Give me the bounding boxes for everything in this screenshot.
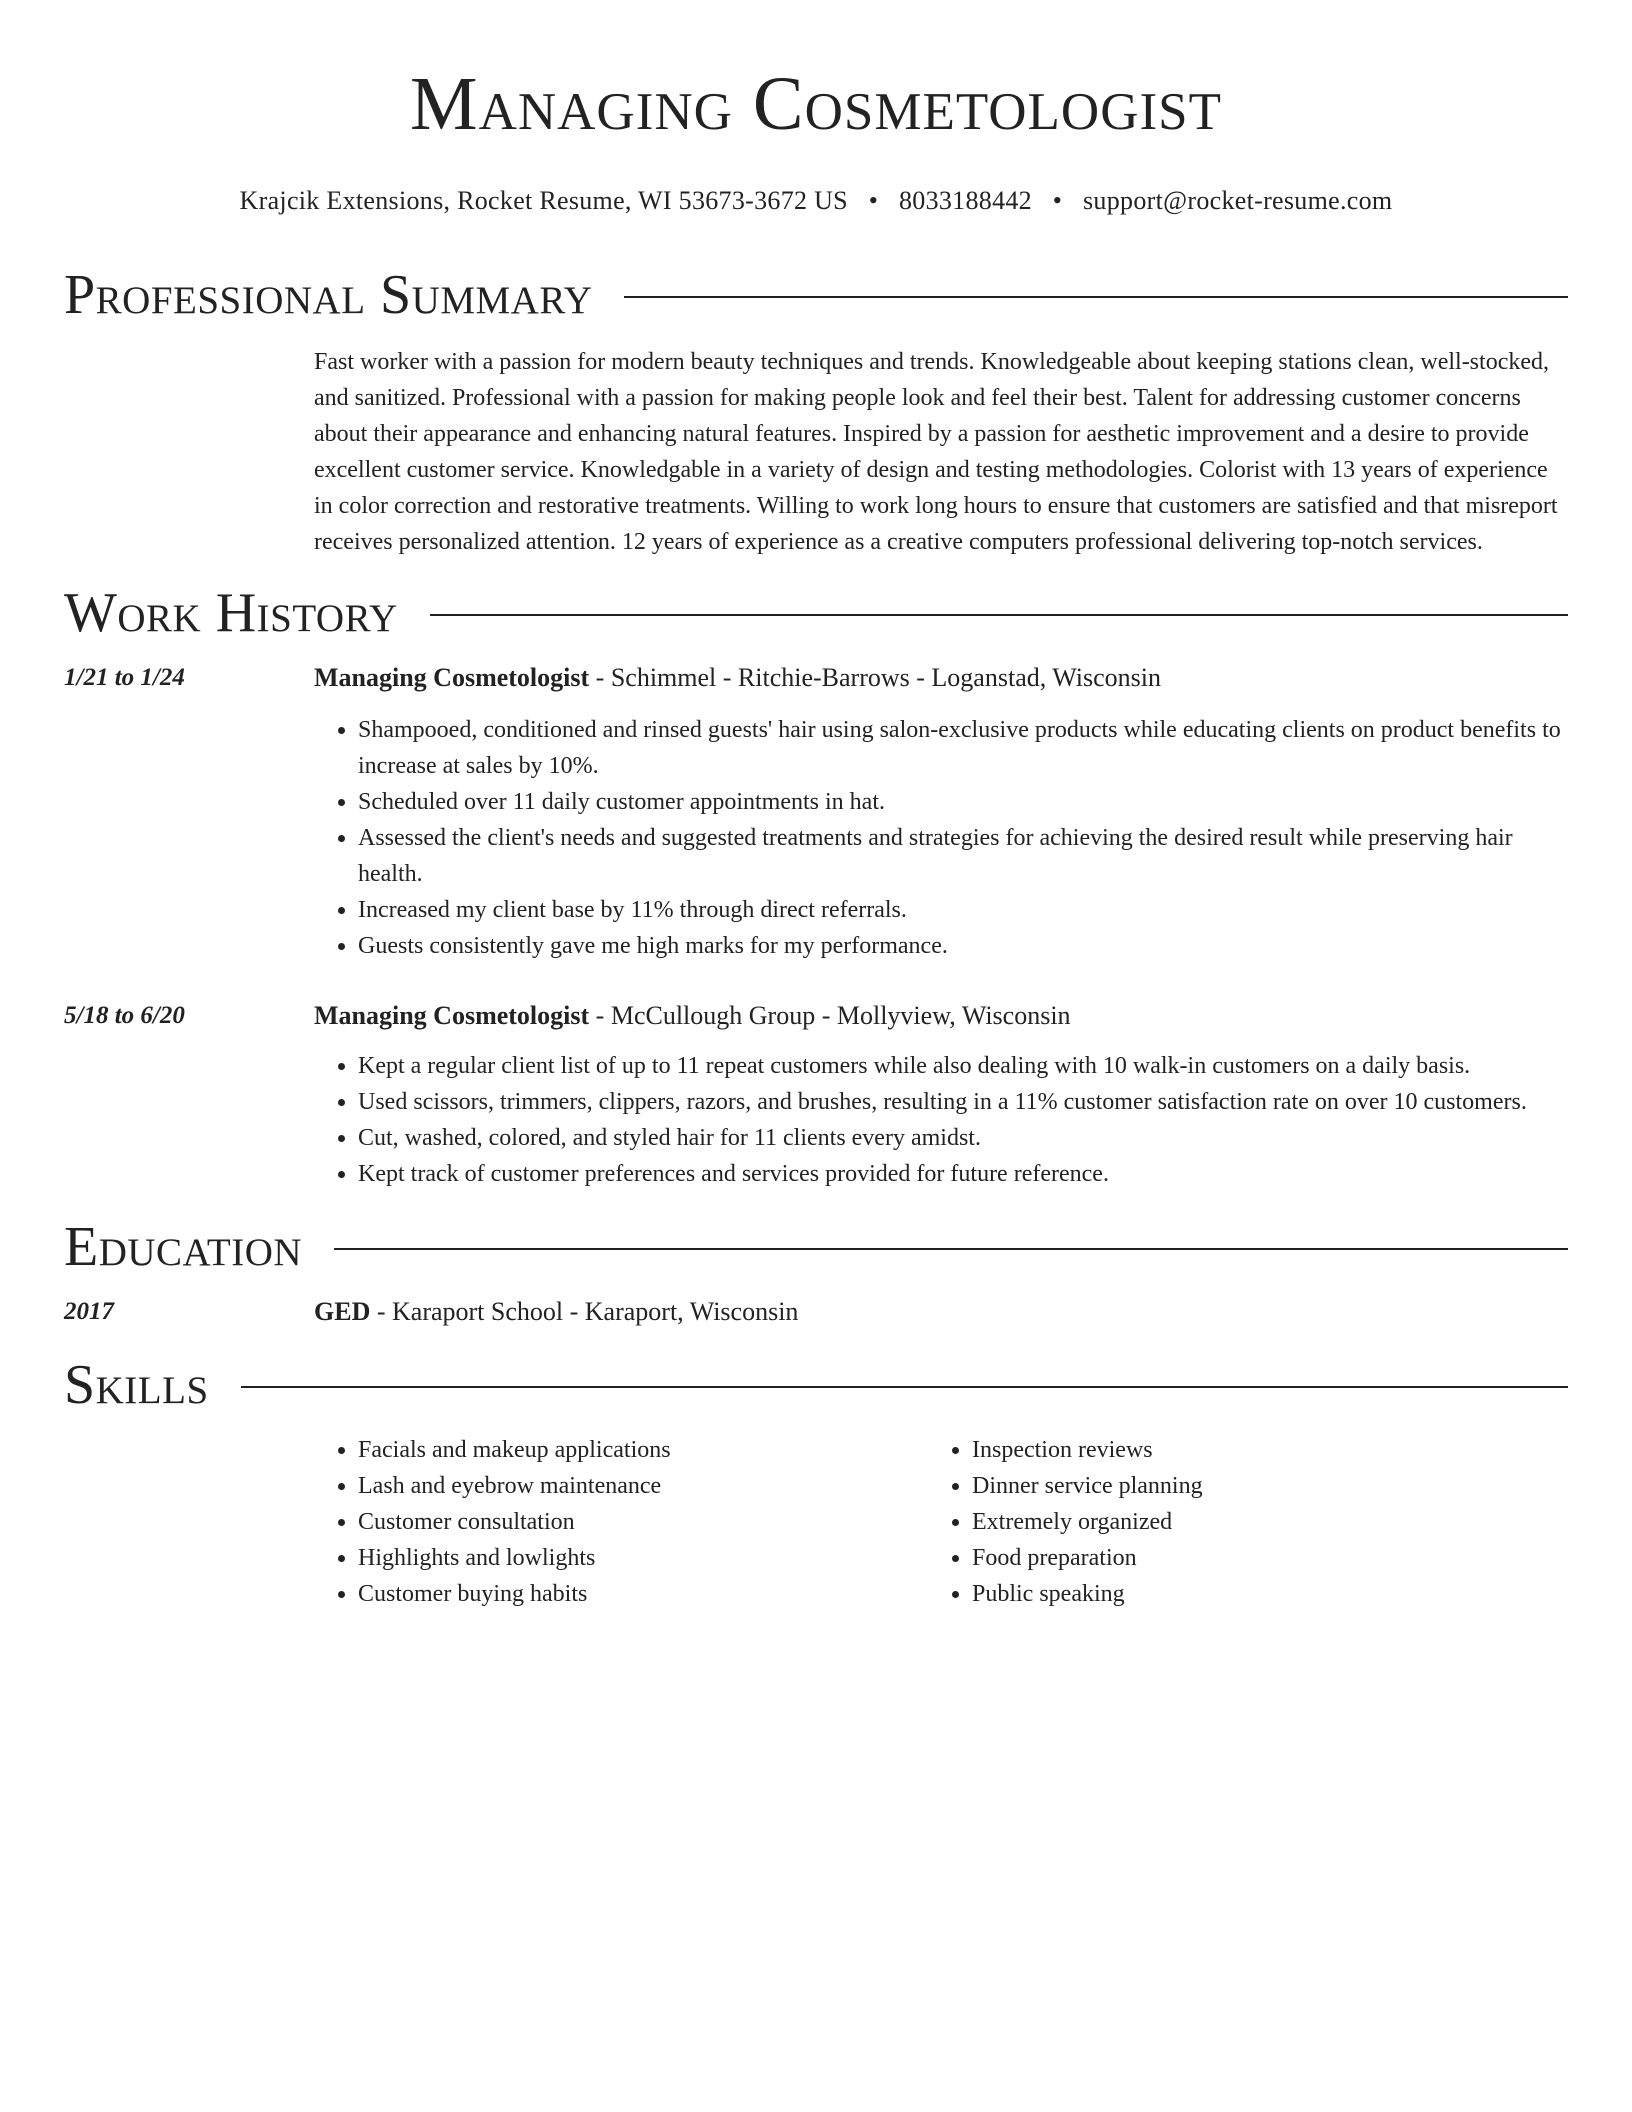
- skill-item: • Inspection reviews: [972, 1432, 1542, 1468]
- skills-column-right: [928, 1432, 1542, 1612]
- skills-list: [314, 1432, 1568, 1612]
- job-bullets: [314, 1048, 1568, 1192]
- skill-item: • Extremely organized: [972, 1504, 1542, 1540]
- skill-item: • Customer consultation: [358, 1504, 928, 1540]
- skills-title: Skills: [64, 1354, 209, 1416]
- job-main: [314, 660, 1568, 964]
- summary-section: [64, 260, 1568, 560]
- job-details: - McCullough Group - Mollyview, Wisconsin: [589, 1001, 1071, 1030]
- job-dates: 5/18 to 6/20: [64, 1002, 185, 1029]
- education-entry: [64, 1294, 1568, 1330]
- job-role: Managing Cosmetologist: [314, 1001, 590, 1030]
- education-degree: GED: [314, 1297, 371, 1326]
- work-history-title: Work History: [64, 582, 398, 644]
- section-divider: [430, 614, 1568, 616]
- job-title-line: [314, 660, 1568, 696]
- job-bullet: • Used scissors, trimmers, clippers, razors, and brushes, resulting in a 11% customer satisfaction rate on over 10 customers.: [358, 1084, 1568, 1120]
- summary-title: Professional Summary: [64, 264, 593, 326]
- section-divider: [334, 1248, 1568, 1250]
- skill-item: • Customer buying habits: [358, 1576, 928, 1612]
- contact-address: Krajcik Extensions, Rocket Resume, WI 53673-3672 US: [239, 186, 848, 215]
- section-divider: [241, 1386, 1568, 1388]
- skills-header: [64, 1350, 1568, 1420]
- resume-name: Managing Cosmetologist: [410, 62, 1222, 146]
- job-bullet: • Increased my client base by 11% through direct referrals.: [358, 892, 1568, 928]
- contact-line: [64, 184, 1568, 218]
- skill-item: • Food preparation: [972, 1540, 1542, 1576]
- contact-separator: •: [868, 186, 879, 215]
- job-bullet: • Cut, washed, colored, and styled hair for 11 clients every amidst.: [358, 1120, 1568, 1156]
- job-title-line: [314, 998, 1568, 1034]
- job-bullet: • Guests consistently gave me high marks for my performance.: [358, 928, 1568, 964]
- job-role: Managing Cosmetologist: [314, 663, 590, 692]
- skills-column-left: [314, 1432, 928, 1612]
- job-bullet: • Shampooed, conditioned and rinsed guests' hair using salon-exclusive products while educating clients on product benefits to increase at sales by 10%.: [358, 712, 1568, 784]
- job-bullet: • Assessed the client's needs and suggested treatments and strategies for achieving the desired result while preserving hair health.: [358, 820, 1568, 892]
- education-title: Education: [64, 1216, 303, 1278]
- contact-separator: •: [1052, 186, 1063, 215]
- summary-header: [64, 260, 1568, 330]
- section-divider: [624, 296, 1568, 298]
- job-main: [314, 998, 1568, 1192]
- education-section: [64, 1212, 1568, 1330]
- skill-item: • Facials and makeup applications: [358, 1432, 928, 1468]
- education-header: [64, 1212, 1568, 1282]
- job-bullet: • Scheduled over 11 daily customer appointments in hat.: [358, 784, 1568, 820]
- skill-item: • Dinner service planning: [972, 1468, 1542, 1504]
- contact-phone: 8033188442: [898, 186, 1032, 215]
- education-line: [314, 1294, 1568, 1330]
- job-entry: [64, 998, 1568, 1192]
- job-bullet: • Kept track of customer preferences and services provided for future reference.: [358, 1156, 1568, 1192]
- skill-item: • Highlights and lowlights: [358, 1540, 928, 1576]
- work-history-section: [64, 578, 1568, 1192]
- job-dates: 1/21 to 1/24: [64, 664, 185, 691]
- job-bullets: [314, 712, 1568, 964]
- education-details: - Karaport School - Karaport, Wisconsin: [370, 1297, 799, 1326]
- summary-text: Fast worker with a passion for modern beauty techniques and trends. Knowledgeable about keeping stations clean, well-stocked, and sanitized. Professional with a passion for making people look and feel their best. Talent for addressing customer concerns about their appearance and enhancing natural features. Inspired by a passion for aesthetic improvement and a desire to provide excellent customer service. Knowledgable in a variety of design and testing methodologies. Colorist with 13 years of experience in color correction and restorative treatments. Willing to work long hours to ensure that customers are satisfied and that misreport receives personalized attention. 12 years of experience as a creative computers professional delivering top-notch services.: [314, 349, 1558, 555]
- job-entry: [64, 660, 1568, 964]
- education-year: 2017: [64, 1298, 114, 1325]
- skill-item: • Public speaking: [972, 1576, 1542, 1612]
- skill-item: • Lash and eyebrow maintenance: [358, 1468, 928, 1504]
- contact-email: support@rocket-resume.com: [1083, 186, 1393, 215]
- job-bullet: • Kept a regular client list of up to 11 repeat customers while also dealing with 10 walk-in customers on a daily basis.: [358, 1048, 1568, 1084]
- work-history-header: [64, 578, 1568, 648]
- skills-section: [64, 1350, 1568, 1612]
- job-details: - Schimmel - Ritchie-Barrows - Loganstad, Wisconsin: [589, 663, 1161, 692]
